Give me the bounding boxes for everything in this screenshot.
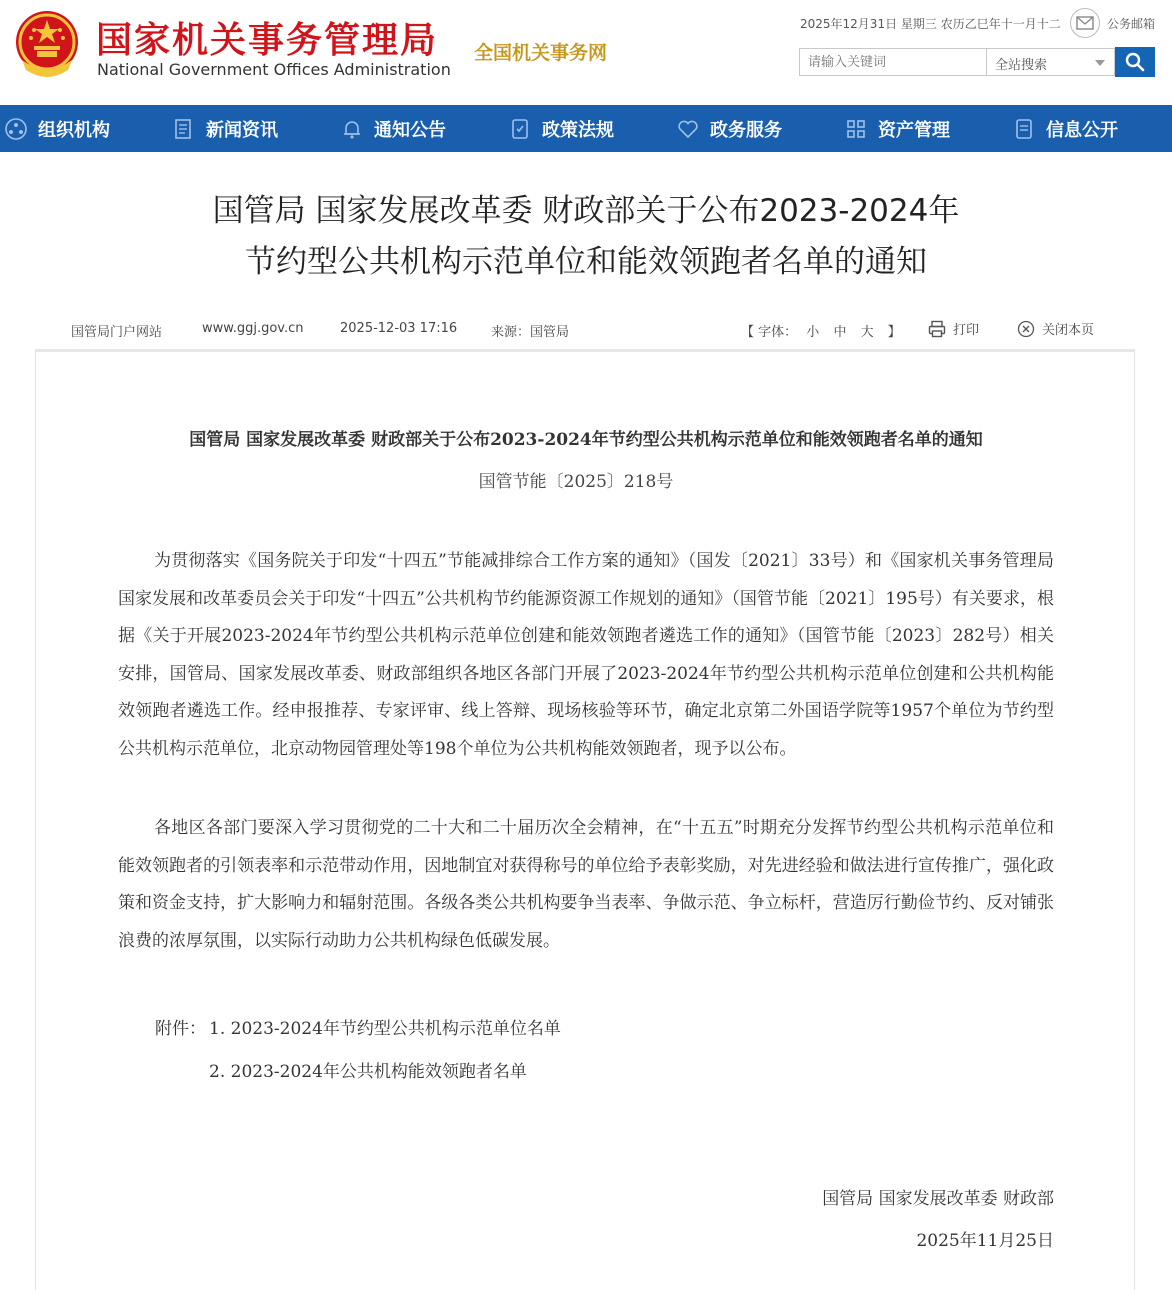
font-size-bracket-end: 】 [887, 325, 901, 340]
subsite-link[interactable]: 全国机关事务网 [474, 42, 608, 64]
chevron-down-icon [1095, 60, 1105, 66]
nav-label: 资产管理 [878, 119, 950, 141]
search-scope-select[interactable] [987, 48, 1115, 76]
national-emblem-icon [12, 8, 82, 80]
meta-site: 国管局门户网站 [71, 325, 163, 340]
meta-datetime: 2025-12-03 17:16 [340, 321, 458, 336]
body-paragraph-1: 为贯彻落实《国务院关于印发“十四五”节能减排综合工作方案的通知》（国发〔2021〕33号）和《国家机关事务管理局 国家发展和改革委员会关于印发“十四五”公共机构节约能源资源工作规划的通知》（国管节能〔2021〕195号）有关要求，根据《关于开展2023-2024年节约型公共机构示范单位创建和能效领跑者遴选工作的通知》（国管节能〔2023〕282号）相关安排，国管局、国家发展改革委、财政部组织各地区各部门开展了2023-2024年节约型公共机构示范单位创建和公共机构能效领跑者遴选工作。经申报推荐、专家评审、线上答辩、现场核验等环节，确定北京第二外国语学院等1957个单位为节约型公共机构示范单位，北京动物园管理处等198个单位为公共机构能效领跑者，现予以公布。 [118, 551, 1054, 759]
nav-item-services[interactable] [676, 105, 782, 152]
attachment-label: 附件： [155, 1019, 206, 1039]
service-heart-icon [676, 117, 700, 141]
document-heading: 国管局 国家发展改革委 财政部关于公布2023-2024年节约型公共机构示范单位和能效领跑者名单的通知 [189, 430, 983, 450]
meta-source [491, 321, 569, 340]
close-circle-icon [1017, 320, 1035, 338]
body-paragraph-2: 各地区各部门要深入学习贯彻党的二十大和二十届历次全会精神，在“十五五”时期充分发挥节约型公共机构示范单位和能效领跑者的引领表率和示范带动作用，因地制宜对获得称号的单位给予表彰奖励，对先进经验和做法进行宣传推广，强化政策和资金支持，扩大影响力和辐射范围。各级各类公共机构要争当表率、争做示范、争立标杆，营造厉行勤俭节约、反对铺张浪费的浓厚氛围，以实际行动助力公共机构绿色低碳发展。 [118, 818, 1054, 951]
sign-date: 2025年11月25日 [916, 1231, 1054, 1251]
print-button[interactable] [928, 319, 979, 338]
font-size-large-button[interactable]: 大 [860, 325, 874, 340]
news-icon [172, 117, 196, 141]
nav-item-org[interactable] [4, 105, 110, 152]
nav-label: 政策法规 [542, 119, 614, 141]
mail-icon[interactable] [1070, 8, 1100, 38]
printer-icon [928, 320, 946, 338]
font-size-control [741, 321, 906, 340]
print-label: 打印 [953, 323, 980, 338]
nav-item-policy[interactable] [508, 105, 614, 152]
page-title-line1: 国管局 国家发展改革委 财政部关于公布2023-2024年 [212, 193, 960, 229]
nav-item-assets[interactable] [844, 105, 950, 152]
meta-source-label: 来源： [491, 325, 531, 340]
meta-url: www.ggj.gov.cn [202, 321, 304, 336]
close-page-label: 关闭本页 [1042, 323, 1095, 338]
info-doc-icon [1012, 117, 1036, 141]
mail-link[interactable]: 公务邮箱 [1107, 17, 1156, 31]
search-input[interactable] [799, 48, 987, 76]
search-scope-value: 全站搜索 [995, 58, 1048, 73]
main-nav [0, 105, 1172, 152]
close-page-button[interactable] [1017, 319, 1094, 338]
nav-label: 组织机构 [38, 119, 110, 141]
grid-icon [844, 117, 868, 141]
bell-icon [340, 117, 364, 141]
nav-label: 政务服务 [710, 119, 782, 141]
font-size-medium-button[interactable]: 中 [833, 325, 847, 340]
signatories: 国管局 国家发展改革委 财政部 [822, 1189, 1054, 1209]
nav-label: 通知公告 [374, 119, 446, 141]
site-title-english[interactable]: National Government Offices Administration [97, 60, 451, 79]
org-structure-icon [4, 117, 28, 141]
attachment-link-2[interactable]: 2. 2023-2024年公共机构能效领跑者名单 [209, 1062, 527, 1082]
search-button[interactable] [1115, 47, 1155, 77]
page-title-line2: 节约型公共机构示范单位和能效领跑者名单的通知 [245, 244, 927, 280]
font-size-label: 【 字体： [741, 325, 798, 340]
nav-label: 新闻资讯 [206, 119, 278, 141]
document-number: 国管节能〔2025〕218号 [478, 472, 674, 492]
site-title[interactable]: 国家机关事务管理局 [96, 19, 439, 61]
nav-item-info-disclosure[interactable] [1012, 105, 1118, 152]
nav-item-news[interactable] [172, 105, 278, 152]
policy-doc-icon [508, 117, 532, 141]
search-icon [1125, 52, 1145, 72]
nav-label: 信息公开 [1046, 119, 1118, 141]
date-display: 2025年12月31日 星期三 农历乙巳年十一月十二 [800, 17, 1061, 31]
page-title [0, 186, 1172, 288]
font-size-small-button[interactable]: 小 [806, 325, 820, 340]
meta-source-value: 国管局 [530, 325, 570, 340]
attachment-link-1[interactable]: 1. 2023-2024年节约型公共机构示范单位名单 [209, 1019, 561, 1039]
nav-item-notices[interactable] [340, 105, 446, 152]
site-header [0, 0, 1172, 105]
